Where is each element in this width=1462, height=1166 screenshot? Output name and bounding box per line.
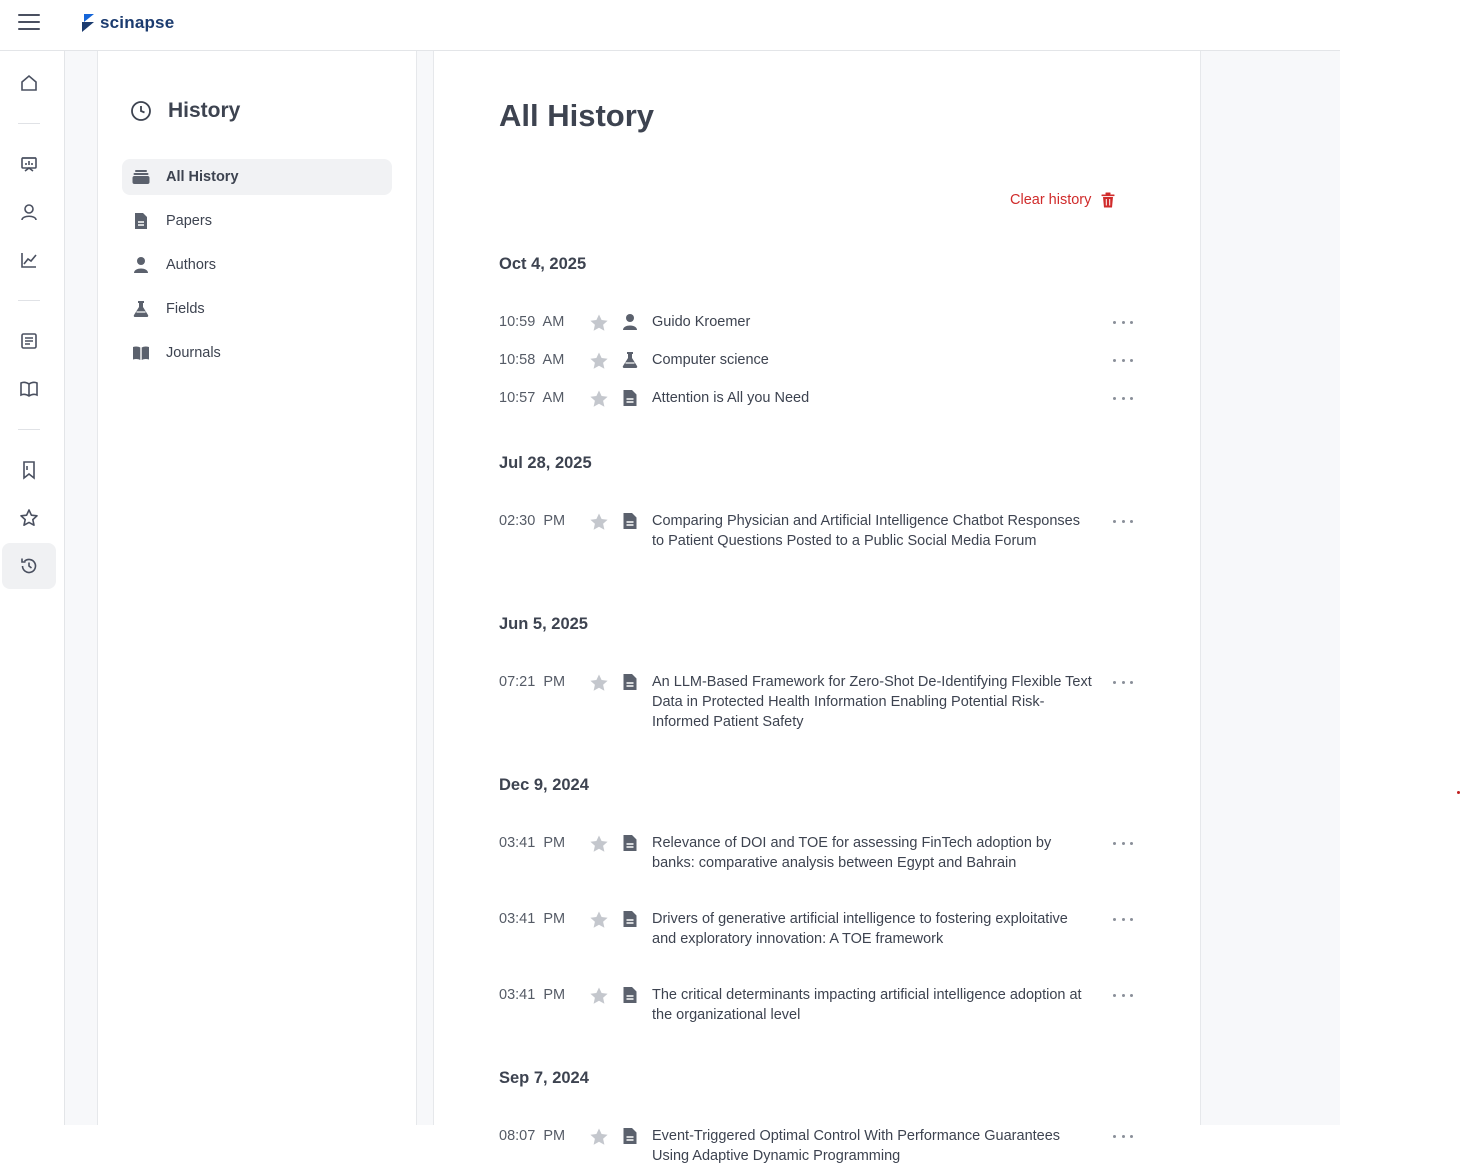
menu-icon[interactable] — [18, 14, 40, 32]
sidebar-item-fields[interactable] — [122, 291, 392, 327]
paper-icon — [132, 212, 150, 230]
stack-icon — [132, 168, 150, 186]
history-entry[interactable] — [499, 388, 1139, 408]
more-options-icon[interactable] — [1113, 909, 1133, 929]
person-icon — [621, 313, 639, 331]
clear-history-button[interactable] — [1010, 192, 1115, 208]
home-icon[interactable] — [2, 60, 56, 106]
book-icon — [132, 344, 150, 362]
entry-title[interactable]: An LLM-Based Framework for Zero-Shot De-Identifying Flexible Text Data in Protected Health Information Enabling Potential Risk-Informed Patient Safety — [652, 674, 1092, 730]
star-icon[interactable] — [589, 389, 609, 409]
history-entry[interactable] — [499, 672, 1139, 732]
trash-icon — [1101, 192, 1115, 208]
star-icon[interactable] — [589, 986, 609, 1006]
history-entry[interactable] — [499, 1126, 1139, 1166]
history-sidebar — [97, 51, 417, 1125]
star-icon[interactable] — [2, 495, 56, 541]
sidebar-item-label: Authors — [166, 257, 216, 273]
history-entry[interactable] — [499, 350, 1139, 370]
paper-icon — [621, 389, 639, 407]
entry-time: 10:57 AM — [499, 390, 565, 406]
more-options-icon[interactable] — [1113, 388, 1133, 408]
star-icon[interactable] — [589, 910, 609, 930]
more-options-icon[interactable] — [1113, 672, 1133, 692]
entry-time: 03:41 PM — [499, 987, 566, 1003]
entry-title[interactable]: Drivers of generative artificial intelligence to fostering exploitative and exploratory innovation: A TOE framework — [652, 911, 1068, 947]
rail-divider — [18, 429, 40, 430]
history-entry[interactable] — [499, 312, 1139, 332]
open-book-icon[interactable] — [2, 366, 56, 412]
entry-time: 10:58 AM — [499, 352, 565, 368]
entry-title[interactable]: Event-Triggered Optimal Control With Performance Guarantees Using Adaptive Dynamic Programming — [652, 1128, 1061, 1164]
history-main-panel — [433, 51, 1201, 1164]
history-entry[interactable] — [499, 511, 1139, 571]
flask-icon — [621, 351, 639, 369]
paper-icon — [621, 910, 639, 928]
rail-divider — [18, 123, 40, 124]
star-icon[interactable] — [589, 512, 609, 532]
page-title: All History — [499, 98, 655, 133]
entry-time: 02:30 PM — [499, 513, 566, 529]
sidebar-item-authors[interactable] — [122, 247, 392, 283]
star-icon[interactable] — [589, 313, 609, 333]
top-bar — [0, 0, 1340, 51]
presentation-icon[interactable] — [2, 141, 56, 187]
clear-history-label: Clear history — [1010, 192, 1092, 208]
flask-icon — [132, 300, 150, 318]
paper-icon — [621, 512, 639, 530]
paper-icon — [621, 986, 639, 1004]
entry-title[interactable]: Relevance of DOI and TOE for assessing FinTech adoption by banks: comparative analysis between Egypt and Bahrain — [652, 835, 1052, 871]
sidebar-item-label: All History — [166, 169, 239, 185]
more-options-icon[interactable] — [1113, 350, 1133, 370]
history-entry[interactable] — [499, 985, 1139, 1025]
star-icon[interactable] — [589, 1127, 609, 1147]
entry-title[interactable]: Computer science — [652, 352, 769, 368]
sidebar-item-papers[interactable] — [122, 203, 392, 239]
paper-icon — [621, 1127, 639, 1145]
entry-title[interactable]: Guido Kroemer — [652, 314, 751, 330]
entry-time: 03:41 PM — [499, 835, 566, 851]
more-options-icon[interactable] — [1113, 985, 1133, 1005]
history-entry[interactable] — [499, 833, 1139, 893]
entry-title[interactable]: Comparing Physician and Artificial Intelligence Chatbot Responses to Patient Questions Posted to a Public Social Media Forum — [652, 513, 1080, 549]
star-icon[interactable] — [589, 673, 609, 693]
history-date-heading: Oct 4, 2025 — [499, 255, 587, 273]
history-date-heading: Dec 9, 2024 — [499, 776, 589, 794]
sidebar-item-journals[interactable] — [122, 335, 392, 371]
more-options-icon[interactable] — [1113, 312, 1133, 332]
entry-time: 03:41 PM — [499, 911, 566, 927]
entry-title[interactable]: Attention is All you Need — [652, 390, 810, 406]
stray-dot — [1457, 791, 1460, 794]
sidebar-item-all-history[interactable] — [122, 159, 392, 195]
history-date-heading: Jun 5, 2025 — [499, 615, 588, 633]
sidebar-header — [130, 99, 240, 123]
person-icon — [132, 256, 150, 274]
history-entry[interactable] — [499, 909, 1139, 969]
more-options-icon[interactable] — [1113, 511, 1133, 531]
trend-chart-icon[interactable] — [2, 237, 56, 283]
entry-time: 08:07 PM — [499, 1128, 566, 1144]
star-icon[interactable] — [589, 351, 609, 371]
logo[interactable] — [80, 12, 174, 34]
history-date-heading: Jul 28, 2025 — [499, 454, 592, 472]
history-date-heading: Sep 7, 2024 — [499, 1069, 589, 1087]
icon-rail — [0, 51, 65, 1125]
paper-icon — [621, 834, 639, 852]
clock-icon — [130, 100, 152, 122]
star-icon[interactable] — [589, 834, 609, 854]
history-icon[interactable] — [2, 543, 56, 589]
more-options-icon[interactable] — [1113, 1126, 1133, 1146]
entry-time: 10:59 AM — [499, 314, 565, 330]
scinapse-logo-icon — [80, 13, 96, 33]
brand-name: scinapse — [100, 13, 175, 32]
bookmark-icon[interactable] — [2, 447, 56, 493]
user-icon[interactable] — [2, 189, 56, 235]
more-options-icon[interactable] — [1113, 833, 1133, 853]
entry-title[interactable]: The critical determinants impacting artificial intelligence adoption at the organizational level — [652, 987, 1082, 1023]
entry-time: 07:21 PM — [499, 674, 566, 690]
paper-icon — [621, 673, 639, 691]
rail-divider — [18, 300, 40, 301]
sidebar-item-label: Journals — [166, 345, 221, 361]
sidebar-item-label: Fields — [166, 301, 205, 317]
sidebar-title: History — [168, 99, 241, 122]
sidebar-item-label: Papers — [166, 213, 212, 229]
notes-icon[interactable] — [2, 318, 56, 364]
